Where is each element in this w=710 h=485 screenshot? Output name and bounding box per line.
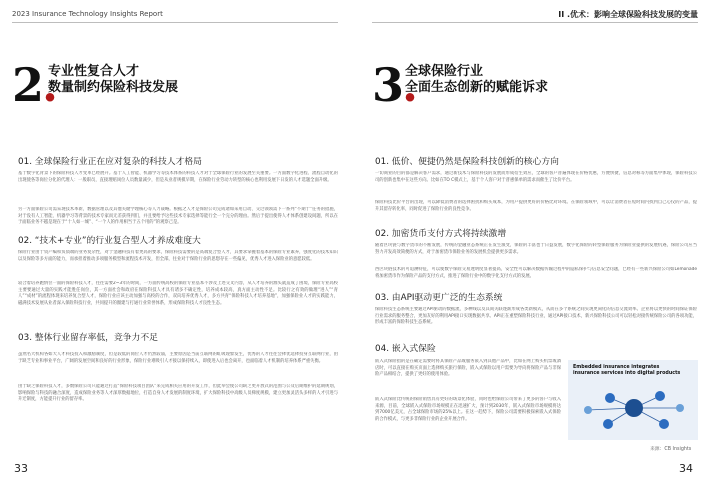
node-icon [605,393,615,403]
node-icon [603,419,613,429]
right-para-1-1: 一切商业的目的都是解决客户需求，通过新技术与保险科技的发展而形成衍生效应，全球的客户普遍体现在价格优惠，方便快捷，信息对称等方面集中体现，保险科技公司的创新也集中在这些方向。比如在TO C模式上，基于个人客户对于普惠保单的需求而催生了比价平台。 [375,171,697,183]
page-number-left: 33 [14,462,28,475]
left-heading-3: 03. 整体行业留存率低，竞争力不足 [18,333,158,343]
right-para-3-1: 保险科技生态系统主要通过API驱动的数据流，多种线以及其间关联逐渐形成各类新模式，从而在多个系统之间实现更简化的信息交流效率。企业将以更快的时间保证保险行业需求的服务整合，更加友好的利用API接口实现数据共享。API正在重塑保险科技行业，通过API接口技术，新兴保险科技公司可以轻松对接传统保险公司的各项功能，形成丰富的保险科技生态系统。 [375,307,697,326]
figure-source: 来源：CB Insights [650,447,692,452]
node-icon [584,406,592,414]
right-heading-3: 03. 由API驱动更广泛的生态系统 [375,293,503,303]
right-para-1-2: 保险科技比价平台的出现，可以降低消费者的选择困扰和购买成本，为用户提供更好的价格比对环境。在保险领域中，可以让消费者在短时间内找到自己心仪的产品，提升其留存转化率，同时促进了保险行业的良性竞争。 [375,200,697,212]
report-title: 2023 Insurance Technology Insights Report [12,10,163,18]
node-icon [676,404,684,412]
right-page-title: 全球保险行业 全面生态创新的赋能诉求 [405,64,549,95]
right-heading-2: 02. 加密货币支付方式将持续激增 [375,229,507,239]
right-heading-4: 04. 嵌入式保险 [375,344,436,354]
center-node-icon [625,399,643,417]
left-heading-1: 01. 全球保险行业正在应对复杂的科技人才格局 [18,157,202,167]
left-para-1-1: 基于数字化背景下的保险科技人才变革已经展开。基于人工智能、机器学习等技术体系的科技人才对于全球保险行业的发展至关重要。一方面数字化进程、流程自动化的出现使各等岗位分化的代理人：一般职员，直接理赔岗位人员数量减少，但是从业者规模早期，在保险行业劳动力转型的核心也利用发展下日发的人才选题全面升级。 [18,171,338,183]
right-para-4-2: 嵌入式保险比传统的保险销售具有更好的场景化体验，同时也给保险公司带来了更多的客户与收入来源，目前，全球嵌入式保险市场规模正在迅速扩大，预计到2030年，嵌入式保险市场规模将达到7000亿美元，占全球保险市场的25%以上。在这一趋势下，保险公司需要积极探索嵌入式保险的合作模式，与更多非保险行业的企业开展合作。 [375,397,561,422]
left-section-number: 2. [12,58,57,112]
left-para-1-2: 另一方面保险公司需采现技术革新，数据管理以及其他关键学理核心等人力战略。根据之人才是保险公司完成诸如采用自动、交过领领需下一系列“不期于”任务的措施，对于没有人工智能、机器学习等背景的技术专家而无差获得到们，并且要给予这些技术专家选择等能行全一个完分的理由。然后于提出使得人才体系创建设间题，所以在于面临业务不越是现在于“十人如一城”、“一个人的作用相当于五个用的”的观察己是。 [18,207,338,226]
embedded-insurance-figure [568,360,698,440]
left-para-3-1: 虽然名大机构各如大人才科技投入和激励制度，但是较低的岗位人才仍然较弱，主要原因是当前互联网的虹吸现象发生，优秀的人才往往会择优选择投身互联网行业，由于缺乏专业和事业平台，广阔的发展空间和良好的行业形象，保险行业难吸引人才接以保持续入，即使进入后也会离开，也面临着人才机制的培养体系严重失衡。 [18,352,338,364]
right-para-2-2: 西区块链技术的可追溯特征，可以使数字保险交易透明度显著提高，安全性可以解决数据传输过程中的隐私保护与信息安全问题，已经有一些新兴保险公司如Lemonade将加密货币作为保险产品的支付方式，推进了保险行业中的数字化支付方式的发展。 [375,267,697,279]
left-para-3-2: 由于缺乏保险科技人才，多数保险公司只能通过打造“保险科技项目团队”来完成相关应用的开发工作，但此举会使公司缺乏更开放式的范围与公及后期维护的延期规划，影响保险与科技的融合深度，造成保险业务等人才深厚数据地位，打造自身人才发展的制度环境，扩大保险科技中高级人员梯度规模，建立更加灵活头多样的人才引进与升迁制度，方能提升行业的留存率。 [18,384,338,403]
left-heading-2: 02. “技术+专业”的行业复合型人才养成难度大 [18,236,201,246]
node-icon [655,391,665,401]
chapter-title: II .优术：影响全球保险科技发展的变量 [558,10,698,19]
left-page-title: 专业性复合人才 数量制约保险科技发展 [48,64,179,95]
right-para-2-1: 随着区块链与数字货币的不断发展，传统的金融业态系统正在发生演变，保险的丰富也于日益发展，数字化保险的转型保险服务为保险业提供的发展机遇，保险公司应当努力开发高效简便的方式，对于加密货币保险业务的发展机会提供更多需求。 [375,243,697,255]
node-icon [659,419,669,429]
header-divider-right [372,22,698,23]
ecosystem-graphic [568,360,698,440]
right-para-4-1: 嵌入式保险指的是在确定需要时将其保险产品或服务嵌入到其他产品中，比如在网上购买机票或酒店时，可以直接在购买页面上选择购买旅行保险，嵌入式保险以用户需要为导向将保险产品与非保险产品相结合，提供了更好的使用体验。 [375,359,561,378]
right-section-number: 3. [372,58,417,112]
page-number-right: 34 [679,462,693,475]
figure-caption: Embedded insurance integrates insurance services into digital products [573,365,681,376]
left-para-2-1: 保险行业由于资产编和负债端的业务复杂性，对于金融科技有着更高的要求，保险科技需要的是高端复合型人才，其要求掌握着基本的保险专业素养，强度化的技术知识以及保险等多方面的能力，而承担着推动多项服务模型和流程技术开发，但全部，往业对于保险行业的思想存在一些偏见，优秀人才进入保险业的意愿较低。 [18,250,338,262]
left-para-2-2: 较合着培养跑情位一面的保险科技人才，往往需要2~3年的时间，一方面传统高校的保险专业基本不涉及上述交叉内容，从人才培养的源头就造成了困境，保险专业高校主要要通过大量的实践才能胜任岗位，其一方面社会和政府在保险科技人才具有诸多不确定性，培养成本较高，真方面主动性不足。比较行之有效的做理“进人”“育人”“成材”的流程体现来培养复合型人才，保险行业应该主动加强与高校的合作，双向培养优秀人才，多方共育“保险科技人才培养基地”，加强保险业人才的实践能力，磁满技术发展从业者深入保险科技行业，共同提升的圈建与打通行业荣誉体系，形成保险科技人才良性生态。 [18,281,338,306]
right-heading-1: 01. 低价、便捷仍然是保险科技创新的核心方向 [375,157,559,167]
header-divider-left [12,22,338,23]
